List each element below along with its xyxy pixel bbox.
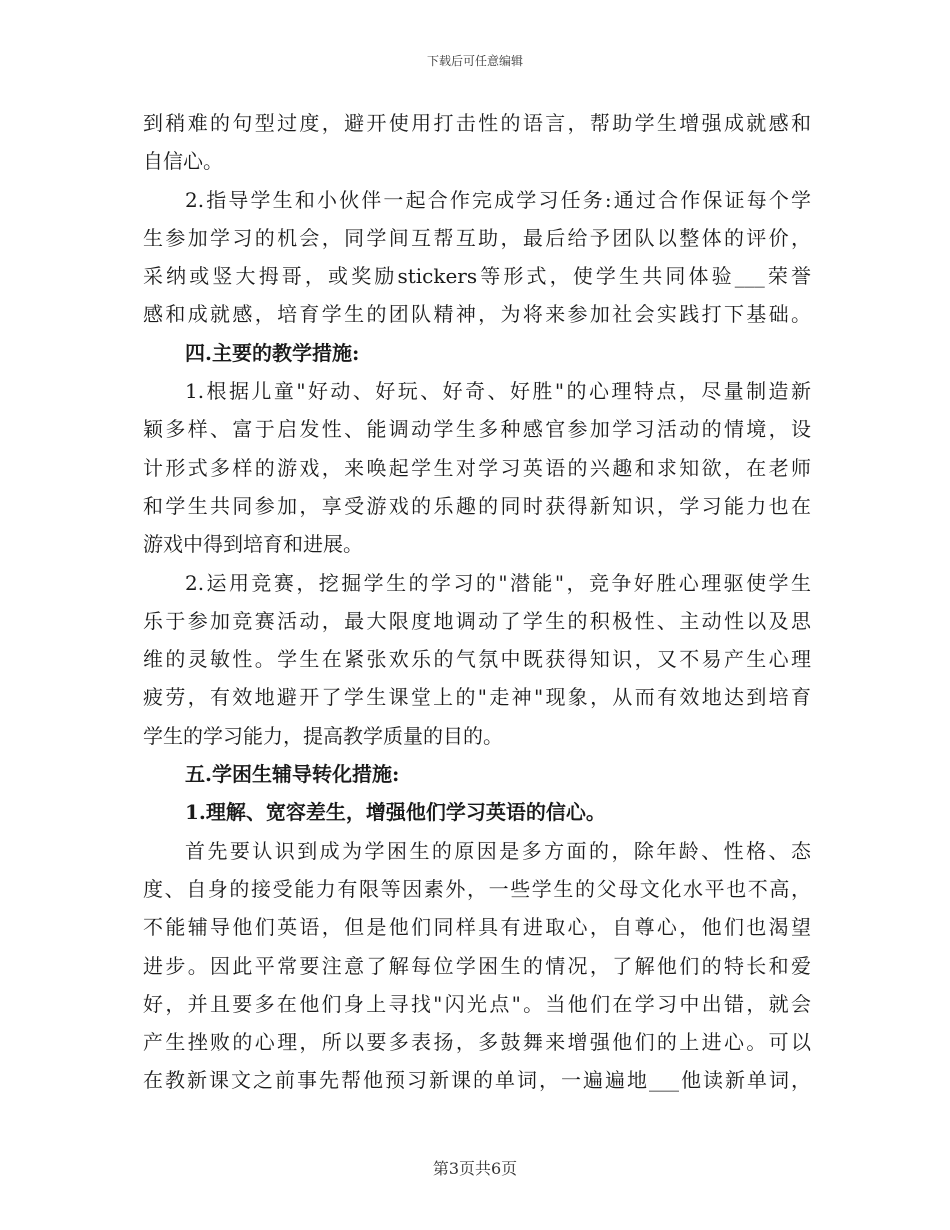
text-line: 乐于参加竞赛活动，最大限度地调动了学生的积极性、主动性以及思	[143, 608, 811, 633]
section-heading: 1.理解、宽容差生，增强他们学习英语的信心。	[185, 800, 606, 825]
text-line: 2.指导学生和小伙伴一起合作完成学习任务:通过合作保证每个学	[185, 187, 811, 212]
text-line: 2.运用竞赛，挖掘学生的学习的"潜能"，竞争好胜心理驱使学生	[185, 570, 811, 595]
page-footer: 第3页共6页	[432, 1159, 518, 1178]
text-line: 学生的学习能力，提高教学质量的目的。	[143, 723, 503, 748]
text-line: 计形式多样的游戏，来唤起学生对学习英语的兴趣和求知欲，在老师	[143, 455, 811, 480]
text-line: 感和成就感，培育学生的团队精神，为将来参加社会实践打下基础。	[143, 302, 811, 327]
section-heading: 四.主要的教学措施:	[185, 340, 360, 365]
document-body	[143, 104, 811, 1100]
text-line: 疲劳，有效地避开了学生课堂上的"走神"现象，从而有效地达到培育	[143, 685, 811, 710]
text-line: 到稍难的句型过度，避开使用打击性的语言，帮助学生增强成就感和	[143, 111, 811, 135]
text-line: 采纳或竖大拇哥，或奖励stickers等形式，使学生共同体验___荣誉	[143, 264, 811, 289]
page-header: 下载后可任意编辑	[426, 54, 523, 68]
text-line: 在教新课文之前事先帮他预习新课的单词，一遍遍地___他读新单词，	[143, 1068, 811, 1093]
text-line: 1.根据儿童"好动、好玩、好奇、好胜"的心理特点，尽量制造新	[185, 379, 811, 404]
text-line: 和学生共同参加，享受游戏的乐趣的同时获得新知识，学习能力也在	[143, 493, 811, 518]
text-line: 生参加学习的机会，同学间互帮互助，最后给予团队以整体的评价，	[143, 225, 811, 250]
text-line: 产生挫败的心理，所以要多表扬，多鼓舞来增强他们的上进心。可以	[143, 1030, 811, 1055]
text-line: 不能辅导他们英语，但是他们同样具有进取心，自尊心，他们也渴望	[143, 915, 811, 940]
text-line: 好，并且要多在他们身上寻找"闪光点"。当他们在学习中出错，就会	[143, 991, 811, 1016]
text-line: 游戏中得到培育和进展。	[143, 532, 363, 557]
text-line: 首先要认识到成为学困生的原因是多方面的，除年龄、性格、态	[185, 838, 811, 863]
section-heading: 五.学困生辅导转化措施:	[185, 762, 400, 787]
text-line: 颖多样、富于启发性、能调动学生多种感官参加学习活动的情境，设	[143, 417, 811, 442]
text-line: 进步。因此平常要注意了解每位学困生的情况，了解他们的特长和爱	[143, 953, 811, 978]
text-line: 度、自身的接受能力有限等因素外，一些学生的父母文化水平也不高，	[143, 876, 811, 901]
text-line: 自信心。	[143, 149, 223, 174]
text-line: 维的灵敏性。学生在紧张欢乐的气氛中既获得知识，又不易产生心理	[143, 647, 811, 672]
